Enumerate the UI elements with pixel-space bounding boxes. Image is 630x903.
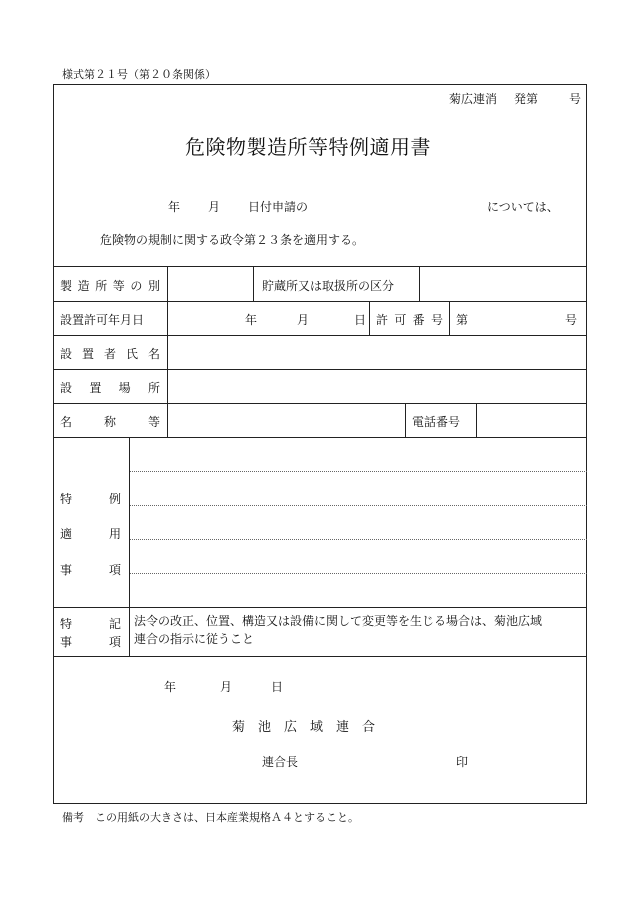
permit-day: 日	[354, 313, 367, 327]
permit-year: 年	[245, 313, 258, 327]
footnote: 備考 この用紙の大きさは、日本産業規格Ａ４とすること。	[62, 811, 359, 824]
special-notes-label-2: 事 項	[60, 635, 121, 649]
permit-no-prefix: 第	[456, 313, 469, 327]
storage-category-label: 貯蔵所又は取扱所の区分	[262, 279, 395, 293]
document-title: 危険物製造所等特例適用書	[185, 135, 431, 159]
name-label: 名 称 等	[60, 415, 160, 429]
permit-date-label: 設置許可年月日	[60, 313, 145, 327]
special-notes-line-2: 連合の指示に従うこと	[134, 632, 255, 646]
number-label: 号	[569, 92, 582, 106]
intro-date-applied: 日付申請の	[248, 200, 309, 214]
install-location-label: 設 置 場 所	[60, 381, 160, 395]
special-exception-label-2: 適 用	[60, 527, 121, 541]
issue-label: 発第	[514, 92, 539, 106]
organization-name: 菊 池 広 域 連 合	[232, 720, 376, 735]
permit-number-label: 許 可 番 号	[376, 313, 443, 327]
intro-about: については、	[487, 200, 559, 214]
footer-year: 年	[164, 680, 177, 694]
chief-title: 連合長	[262, 755, 299, 769]
permit-no-suffix: 号	[565, 313, 578, 327]
seal-mark: 印	[456, 755, 469, 769]
form-number: 様式第２１号（第２０条関係）	[62, 68, 216, 81]
special-exception-label-1: 特 例	[60, 492, 121, 506]
special-notes-label-1: 特 記	[60, 617, 121, 631]
footer-month: 月	[220, 680, 233, 694]
footer-day: 日	[271, 680, 284, 694]
special-notes-line-1: 法令の改正、位置、構造又は設備に関して変更等を生じる場合は、菊池広域	[134, 614, 543, 628]
facility-type-label: 製 造 所 等 の 別	[60, 279, 160, 293]
intro-year: 年	[168, 200, 181, 214]
permit-month: 月	[297, 313, 310, 327]
issuer-prefix: 菊広連消	[449, 92, 498, 106]
intro-statement: 危険物の規制に関する政令第２３条を適用する。	[100, 233, 365, 247]
form-frame	[53, 84, 587, 804]
special-exception-label-3: 事 項	[60, 563, 121, 577]
intro-month: 月	[208, 200, 221, 214]
phone-label: 電話番号	[412, 415, 461, 429]
installer-name-label: 設 置 者 氏 名	[60, 347, 160, 361]
